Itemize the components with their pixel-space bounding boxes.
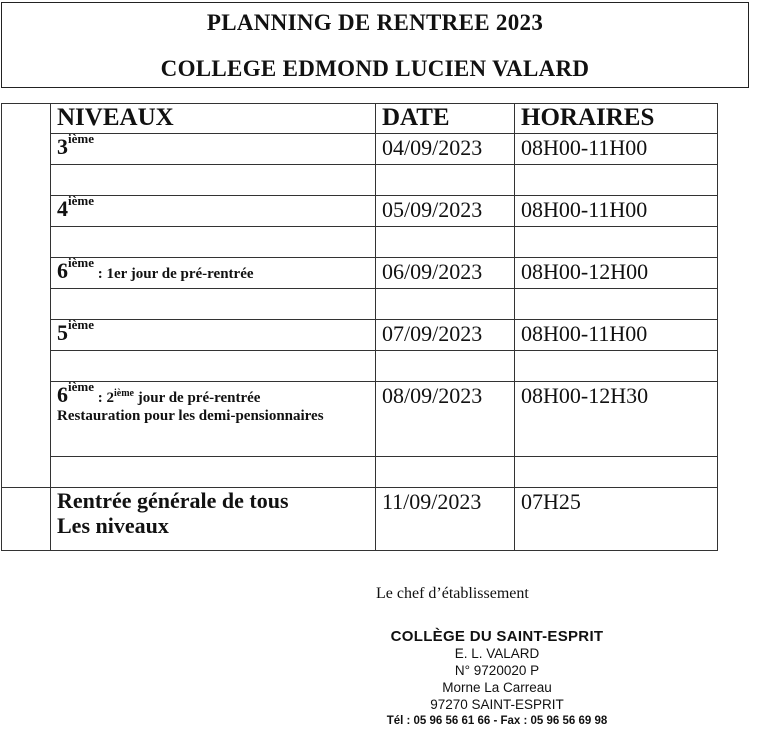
- hours-cell: 08H00-11H00: [515, 133, 718, 164]
- hours-cell: 08H00-11H00: [515, 195, 718, 226]
- header-horaires: HORAIRES: [515, 104, 718, 134]
- level-number: 6: [57, 257, 68, 283]
- schedule-table: [1, 103, 718, 551]
- level-number: 3: [57, 133, 68, 159]
- school-name: COLLEGE EDMOND LUCIEN VALARD: [160, 56, 590, 81]
- stamp-school-name: COLLÈGE DU SAINT-ESPRIT: [390, 628, 604, 645]
- hours-cell: 08H00-12H30: [515, 381, 718, 456]
- stamp-contact: Tél : 05 96 56 61 66 - Fax : 05 96 56 69 98: [386, 715, 608, 727]
- level-cell: [51, 319, 376, 350]
- note-suffix: jour de pré-rentrée: [133, 389, 261, 406]
- level-cell: [51, 257, 376, 288]
- general-line1: Rentrée générale de tous: [57, 487, 289, 513]
- level-suffix: ième: [68, 257, 94, 270]
- date-cell: 08/09/2023: [376, 381, 515, 456]
- note-suffix-sup: ième: [113, 387, 134, 399]
- general-level-cell: [51, 487, 376, 550]
- stamp-street: Morne La Carreau: [442, 680, 552, 695]
- table-row-general: [2, 487, 718, 550]
- level-cell: [51, 381, 376, 456]
- level-number: 6: [57, 381, 68, 407]
- table-row: [2, 381, 718, 456]
- stamp-number: N° 9720020 P: [454, 663, 540, 678]
- level-number: 4: [57, 195, 68, 221]
- table-row-empty: [2, 164, 718, 195]
- title-box: [1, 2, 749, 88]
- level-suffix: ième: [68, 381, 94, 394]
- document-title: PLANNING DE RENTREE 2023: [206, 10, 544, 35]
- header-date: DATE: [376, 104, 515, 134]
- level-cell: [51, 195, 376, 226]
- restauration-note: Restauration pour les demi-pensionnaires: [57, 408, 324, 425]
- table-row: [2, 257, 718, 288]
- table-row: [2, 195, 718, 226]
- date-cell: 04/09/2023: [376, 133, 515, 164]
- general-side-cell: [2, 487, 51, 550]
- level-cell: [51, 133, 376, 164]
- general-date-cell: 11/09/2023: [376, 487, 515, 550]
- level-number: 5: [57, 319, 68, 345]
- note-prefix: : 2: [93, 389, 114, 406]
- table-row: [2, 319, 718, 350]
- date-cell: 06/09/2023: [376, 257, 515, 288]
- signature-label: Le chef d’établissement: [376, 585, 529, 602]
- stamp-city: 97270 SAINT-ESPRIT: [430, 697, 564, 712]
- stamp-head: E. L. VALARD: [454, 646, 540, 661]
- table-row-empty: [2, 226, 718, 257]
- school-stamp: [372, 628, 622, 729]
- general-hours-cell: 07H25: [515, 487, 718, 550]
- table-row-empty: [2, 350, 718, 381]
- table-row: [2, 133, 718, 164]
- level-note: [93, 387, 261, 406]
- date-cell: 05/09/2023: [376, 195, 515, 226]
- table-row-empty: [2, 288, 718, 319]
- header-niveaux: NIVEAUX: [51, 104, 376, 134]
- level-note: : 1er jour de pré-rentrée: [93, 265, 254, 282]
- hours-cell: 08H00-12H00: [515, 257, 718, 288]
- side-label-cell: [2, 104, 51, 488]
- level-suffix: ième: [68, 195, 94, 208]
- date-cell: 07/09/2023: [376, 319, 515, 350]
- level-suffix: ième: [68, 133, 94, 146]
- table-row-empty: [2, 456, 718, 487]
- general-line2: Les niveaux: [57, 513, 169, 539]
- table-header-row: [2, 104, 718, 134]
- level-suffix: ième: [68, 319, 94, 332]
- hours-cell: 08H00-11H00: [515, 319, 718, 350]
